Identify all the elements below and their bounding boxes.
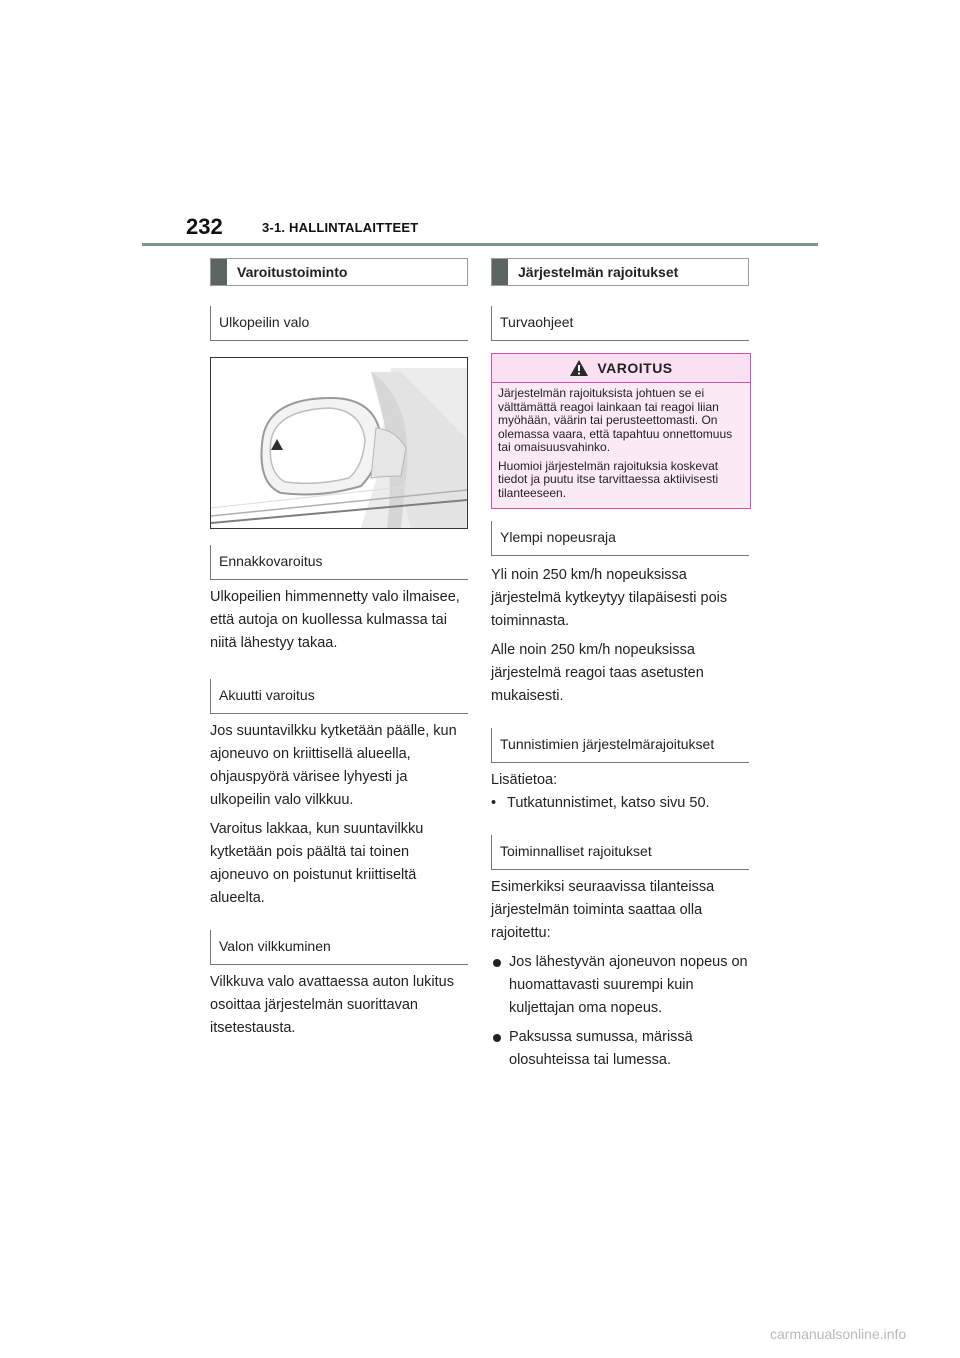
- warning-paragraph-2: Huomioi järjestelmän rajoituksia koskevat tiedot ja puutu itse tarvittaessa aktiivisesti tilanteeseen.: [498, 458, 719, 500]
- subheading-valon-vilkkuminen: Valon vilkkuminen: [210, 930, 468, 965]
- subheading-ennakkovaroitus: Ennakkovaroitus: [210, 545, 468, 580]
- limitations-list: [491, 951, 749, 1072]
- warning-header: [492, 354, 750, 382]
- bullet-dot-icon: [493, 959, 501, 967]
- section-title: 3-1. HALLINTALAITTEET: [262, 220, 419, 235]
- subheading-ylempi-nopeusraja: Ylempi nopeusraja: [491, 521, 749, 556]
- reference-list: [491, 792, 749, 815]
- mirror-illustration: [210, 357, 468, 529]
- warning-box: [491, 353, 751, 509]
- left-column: [210, 258, 468, 1040]
- warning-triangle-icon: [569, 359, 589, 377]
- right-column: [491, 258, 749, 1072]
- page-number: 232: [186, 214, 223, 239]
- list-item: [491, 951, 749, 1020]
- bullet-dot-icon: [493, 1034, 501, 1042]
- heading-tab: [211, 259, 227, 285]
- paragraph-akuutti-1: Jos suuntavilkku kytketään päälle, kun ajoneuvo on kriittisellä alueella, ohjauspyörä värisee lyhyesti ja ulkopeilin valo vilkkuu.: [210, 723, 457, 808]
- reference-text: Tutkatunnistimet, katso sivu 50.: [507, 795, 710, 811]
- warning-body: [492, 382, 750, 508]
- heading-varoitustoiminto: [210, 258, 468, 286]
- warning-title: VAROITUS: [597, 360, 673, 376]
- reference-item[interactable]: [491, 792, 749, 815]
- list-item: [491, 1026, 749, 1072]
- subheading-tunnistimien-rajoitukset: Tunnistimien järjestelmärajoitukset: [491, 728, 749, 763]
- paragraph-toiminnalliset: Esimerkiksi seuraavissa tilanteissa järjestelmän toiminta saattaa olla rajoitettu:: [491, 879, 715, 941]
- subheading-akuutti-varoitus: Akuutti varoitus: [210, 679, 468, 714]
- warning-paragraph-1: Järjestelmän rajoituksista johtuen se ei välttämättä reagoi lainkaan tai reagoi liian myöhään, väärin tai perusteettomasti. On olemassa vaara, että tapahtuu onnettomuus tai omaisuusvahinko.: [498, 386, 733, 454]
- heading-tab: [492, 259, 508, 285]
- list-item-text: Paksussa sumussa, märissä olosuhteissa tai lumessa.: [509, 1029, 693, 1068]
- heading-text: Varoitustoiminto: [237, 264, 348, 280]
- header-rule: [142, 243, 818, 246]
- subheading-toiminnalliset-rajoitukset: Toiminnalliset rajoitukset: [491, 835, 749, 870]
- bullet-mark: •: [491, 795, 497, 811]
- heading-text: Järjestelmän rajoitukset: [518, 264, 679, 280]
- paragraph-akuutti-2: Varoitus lakkaa, kun suuntavilkku kytketään pois päältä tai toinen ajoneuvo on poistunut kriittiseltä alueelta.: [210, 821, 424, 906]
- subheading-ulkopeilin-valo: Ulkopeilin valo: [210, 306, 468, 341]
- paragraph-vilkkuminen: Vilkkuva valo avattaessa auton lukitus osoittaa järjestelmän suorittavan itsetestausta.: [210, 974, 454, 1036]
- mirror-drawing: [211, 358, 467, 528]
- paragraph-ennakkovaroitus: Ulkopeilien himmennetty valo ilmaisee, että autoja on kuollessa kulmassa tai niitä lähestyy takaa.: [210, 589, 460, 651]
- list-item-text: Jos lähestyvän ajoneuvon nopeus on huomattavasti suurempi kuin kuljettajan oma nopeus.: [509, 954, 748, 1016]
- paragraph-lisatietoa: Lisätietoa:: [491, 772, 558, 788]
- subheading-turvaohjeet: Turvaohjeet: [491, 306, 749, 341]
- paragraph-nopeusraja-2: Alle noin 250 km/h nopeuksissa järjestelmä reagoi taas asetusten mukaisesti.: [491, 642, 704, 704]
- watermark: carmanualsonline.info: [770, 1326, 907, 1342]
- heading-jarjestelman-rajoitukset: [491, 258, 749, 286]
- paragraph-nopeusraja-1: Yli noin 250 km/h nopeuksissa järjestelmä kytkeytyy tilapäisesti pois toiminnasta.: [491, 567, 728, 629]
